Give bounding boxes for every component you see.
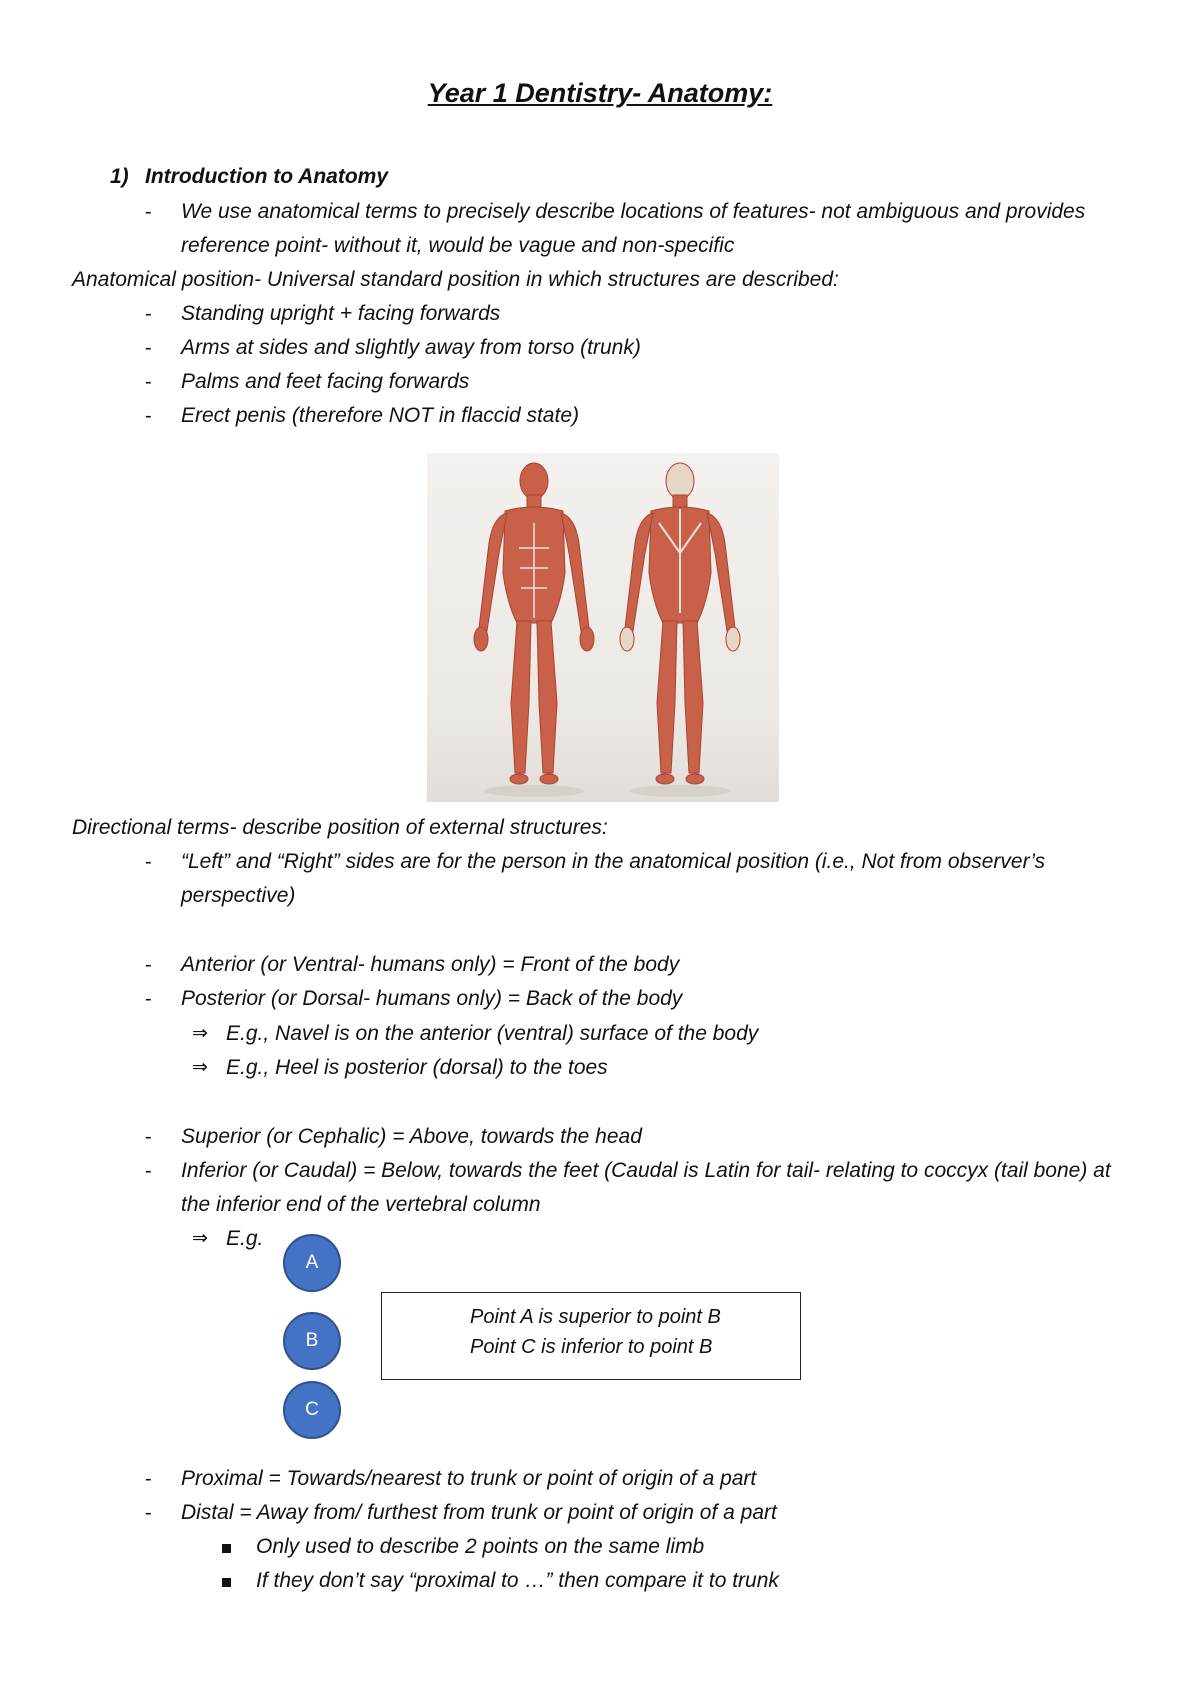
bullet-dash: - xyxy=(145,303,152,325)
bullet-dash: - xyxy=(145,1126,152,1148)
anatomical-position-heading: Anatomical position- Universal standard position in which structures are described: xyxy=(72,268,839,291)
example-item: E.g., Navel is on the anterior (ventral) surface of the body xyxy=(226,1022,759,1045)
arrow-bullet-icon: ⇒ xyxy=(192,1057,208,1078)
section-heading: Introduction to Anatomy xyxy=(145,165,389,188)
anatomy-figure-image xyxy=(427,453,779,802)
proximal-definition: Proximal = Towards/nearest to trunk or point of origin of a part xyxy=(181,1467,757,1490)
section-number: 1) xyxy=(110,165,129,188)
example-item: E.g., Heel is posterior (dorsal) to the toes xyxy=(226,1056,608,1079)
bullet-dash: - xyxy=(145,1160,152,1182)
bullet-dash: - xyxy=(145,954,152,976)
point-c-circle: C xyxy=(283,1381,341,1439)
page-title: Year 1 Dentistry- Anatomy: xyxy=(427,78,773,108)
bullet-dash: - xyxy=(145,201,152,223)
bullet-dash: - xyxy=(145,405,152,427)
arrow-bullet-icon: ⇒ xyxy=(192,1228,208,1249)
bullet-dash: - xyxy=(145,1468,152,1490)
distal-note: If they don’t say “proximal to …” then compare it to trunk xyxy=(256,1569,779,1592)
list-item: Standing upright + facing forwards xyxy=(181,302,501,325)
point-a-circle: A xyxy=(283,1234,341,1292)
left-right-bullet: “Left” and “Right” sides are for the person in the anatomical position (i.e., Not from observer’s perspective) xyxy=(181,850,1046,907)
list-item: Palms and feet facing forwards xyxy=(181,370,470,393)
example-label: E.g. xyxy=(226,1227,264,1250)
bullet-dash: - xyxy=(145,371,152,393)
directional-terms-heading: Directional terms- describe position of external structures: xyxy=(72,816,608,839)
point-b-circle: B xyxy=(283,1312,341,1370)
superior-inferior-textbox xyxy=(381,1292,801,1380)
bullet-dash: - xyxy=(145,851,152,873)
square-bullet-icon xyxy=(222,1578,231,1587)
list-item: Erect penis (therefore NOT in flaccid state) xyxy=(181,404,579,427)
textbox-line: Point A is superior to point B xyxy=(470,1306,721,1328)
list-item: Arms at sides and slightly away from torso (trunk) xyxy=(181,336,641,359)
bullet-dash: - xyxy=(145,988,152,1010)
bullet-dash: - xyxy=(145,1502,152,1524)
muscle-figures-illustration xyxy=(427,453,779,802)
inferior-definition: Inferior (or Caudal) = Below, towards the feet (Caudal is Latin for tail- relating to coccyx (tail bone) at the inferior end of the vertebral column xyxy=(181,1159,1111,1216)
square-bullet-icon xyxy=(222,1544,231,1553)
distal-note: Only used to describe 2 points on the same limb xyxy=(256,1535,705,1558)
textbox-line: Point C is inferior to point B xyxy=(470,1336,713,1358)
posterior-definition: Posterior (or Dorsal- humans only) = Back of the body xyxy=(181,987,683,1010)
anterior-definition: Anterior (or Ventral- humans only) = Front of the body xyxy=(181,953,680,976)
distal-definition: Distal = Away from/ furthest from trunk or point of origin of a part xyxy=(181,1501,777,1524)
superior-definition: Superior (or Cephalic) = Above, towards the head xyxy=(181,1125,642,1148)
front-figure xyxy=(474,463,594,784)
arrow-bullet-icon: ⇒ xyxy=(192,1023,208,1044)
intro-bullet: We use anatomical terms to precisely describe locations of features- not ambiguous and provides reference point- without it, would be vague and non-specific xyxy=(181,200,1086,257)
bullet-dash: - xyxy=(145,337,152,359)
